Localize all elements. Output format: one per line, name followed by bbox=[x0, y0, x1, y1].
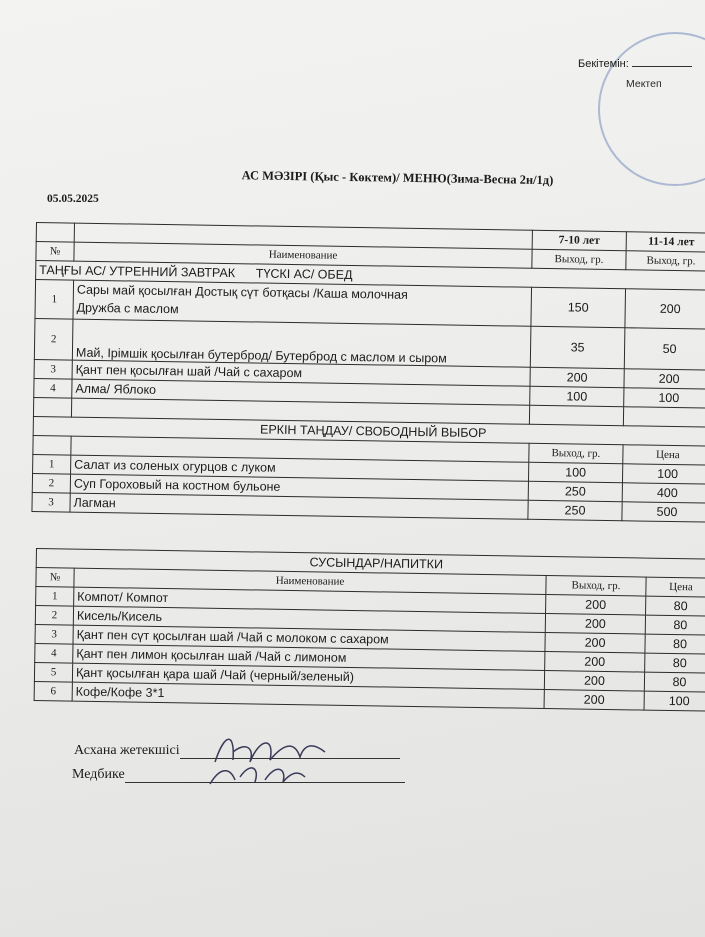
row-name-line: Сары май қосылған Достық сүт ботқасы /Каша молочная bbox=[76, 282, 408, 302]
row-name: Қант пен қосылған шай /Чай с сахаром bbox=[72, 360, 530, 386]
row-num: 2 bbox=[35, 606, 73, 626]
row-output: 200 bbox=[546, 595, 646, 616]
row-output-1: 150 bbox=[531, 287, 626, 327]
approval-line bbox=[632, 66, 692, 67]
row-output: 200 bbox=[544, 671, 644, 692]
breakfast-table bbox=[31, 222, 705, 523]
head-label: Асхана жетекшісі bbox=[74, 743, 180, 758]
header-price: Цена bbox=[623, 445, 705, 465]
signature-scribble bbox=[205, 722, 345, 792]
row-num: 2 bbox=[34, 318, 73, 360]
row-price: 80 bbox=[645, 634, 705, 654]
row-price: 100 bbox=[622, 464, 705, 484]
header-name: Наименование bbox=[74, 242, 532, 268]
stamp-text: Мектеп bbox=[626, 78, 662, 90]
row-price: 400 bbox=[622, 483, 705, 503]
row-output-2: 50 bbox=[624, 328, 705, 370]
row-name: Салат из соленых огурцов с луком bbox=[71, 455, 529, 481]
header-name: Наименование bbox=[74, 568, 546, 594]
header-output-1: Выход, гр. bbox=[532, 249, 626, 269]
row-name-line: Дружба с маслом bbox=[76, 300, 179, 317]
row-output: 250 bbox=[528, 481, 622, 501]
row-output: 200 bbox=[545, 614, 645, 635]
row-output-1: 100 bbox=[530, 386, 624, 406]
row-price: 80 bbox=[645, 653, 705, 673]
row-name: Қант қосылған қара шай /Чай (черный/зеленый) bbox=[72, 663, 544, 689]
row-num: 6 bbox=[34, 681, 72, 701]
header-num: № bbox=[36, 242, 74, 262]
row-output-1: 200 bbox=[530, 367, 624, 387]
row-num: 3 bbox=[34, 359, 72, 379]
menu-date: 05.05.2025 bbox=[47, 193, 99, 205]
row-name: Қант пен сүт қосылған шай /Чай с молоком с сахаром bbox=[73, 625, 545, 651]
row-price: 80 bbox=[646, 596, 705, 616]
row-price: 80 bbox=[644, 672, 705, 692]
row-output-2: 200 bbox=[625, 289, 705, 329]
row-num: 5 bbox=[34, 662, 72, 682]
nurse-label: Медбике bbox=[72, 767, 125, 782]
header-num: № bbox=[36, 568, 74, 588]
row-num: 1 bbox=[36, 587, 74, 607]
row-num: 3 bbox=[35, 624, 73, 644]
age-group-1: 7-10 лет bbox=[532, 230, 626, 250]
row-name: Алма/ Яблоко bbox=[72, 379, 530, 405]
row-num: 1 bbox=[33, 454, 71, 474]
row-output-2: 100 bbox=[624, 388, 705, 408]
row-name: Кисель/Кисель bbox=[73, 606, 545, 632]
section-title: ТАҢҒЫ АС/ УТРЕННИЙ ЗАВТРАК ТҮСКІ АС/ ОБЕД bbox=[36, 261, 705, 291]
page-title: АС МӘЗІРІ (Қыс - Көктем)/ МЕНЮ(Зима-Весна 2н/1д) bbox=[241, 168, 554, 188]
row-price: 500 bbox=[622, 502, 705, 522]
row-output: 250 bbox=[528, 500, 622, 520]
row-num: 4 bbox=[34, 378, 72, 398]
row-output: 200 bbox=[544, 690, 644, 711]
row-num: 4 bbox=[35, 643, 73, 663]
header-price: Цена bbox=[646, 577, 705, 597]
row-name: Қант пен лимон қосылған шай /Чай с лимоном bbox=[73, 644, 545, 670]
row-output-2: 200 bbox=[624, 369, 705, 389]
row-output: 100 bbox=[528, 462, 622, 482]
row-output: 200 bbox=[545, 633, 645, 654]
approval-label bbox=[578, 58, 692, 70]
row-name: Май, Ірімшік қосылған бутерброд/ Бутерброд с маслом и сыром bbox=[72, 319, 531, 367]
header-output: Выход, гр. bbox=[546, 576, 646, 597]
row-num: 2 bbox=[32, 473, 70, 493]
row-output-1: 35 bbox=[530, 326, 625, 368]
row-name: Суп Гороховый на костном бульоне bbox=[70, 474, 528, 500]
age-group-2: 11-14 лет bbox=[626, 232, 705, 252]
row-output: 200 bbox=[545, 652, 645, 673]
approval-text: Бекітемін: bbox=[578, 58, 629, 70]
row-name: Компот/ Компот bbox=[74, 587, 546, 613]
drinks-table bbox=[34, 548, 705, 712]
row-name: Лагман bbox=[70, 493, 528, 519]
row-price: 80 bbox=[645, 615, 705, 635]
header-output-2: Выход, гр. bbox=[626, 251, 705, 271]
school-stamp bbox=[598, 32, 705, 186]
row-name: Кофе/Кофе 3*1 bbox=[72, 682, 544, 708]
row-price: 100 bbox=[644, 691, 705, 711]
free-choice-title: ЕРКІН ТАҢДАУ/ СВОБОДНЫЙ ВЫБОР bbox=[33, 416, 705, 446]
header-output: Выход, гр. bbox=[529, 443, 623, 463]
drinks-title: СУСЫНДАР/НАПИТКИ bbox=[36, 549, 705, 579]
row-num: 3 bbox=[32, 492, 70, 512]
row-num: 1 bbox=[35, 280, 74, 320]
